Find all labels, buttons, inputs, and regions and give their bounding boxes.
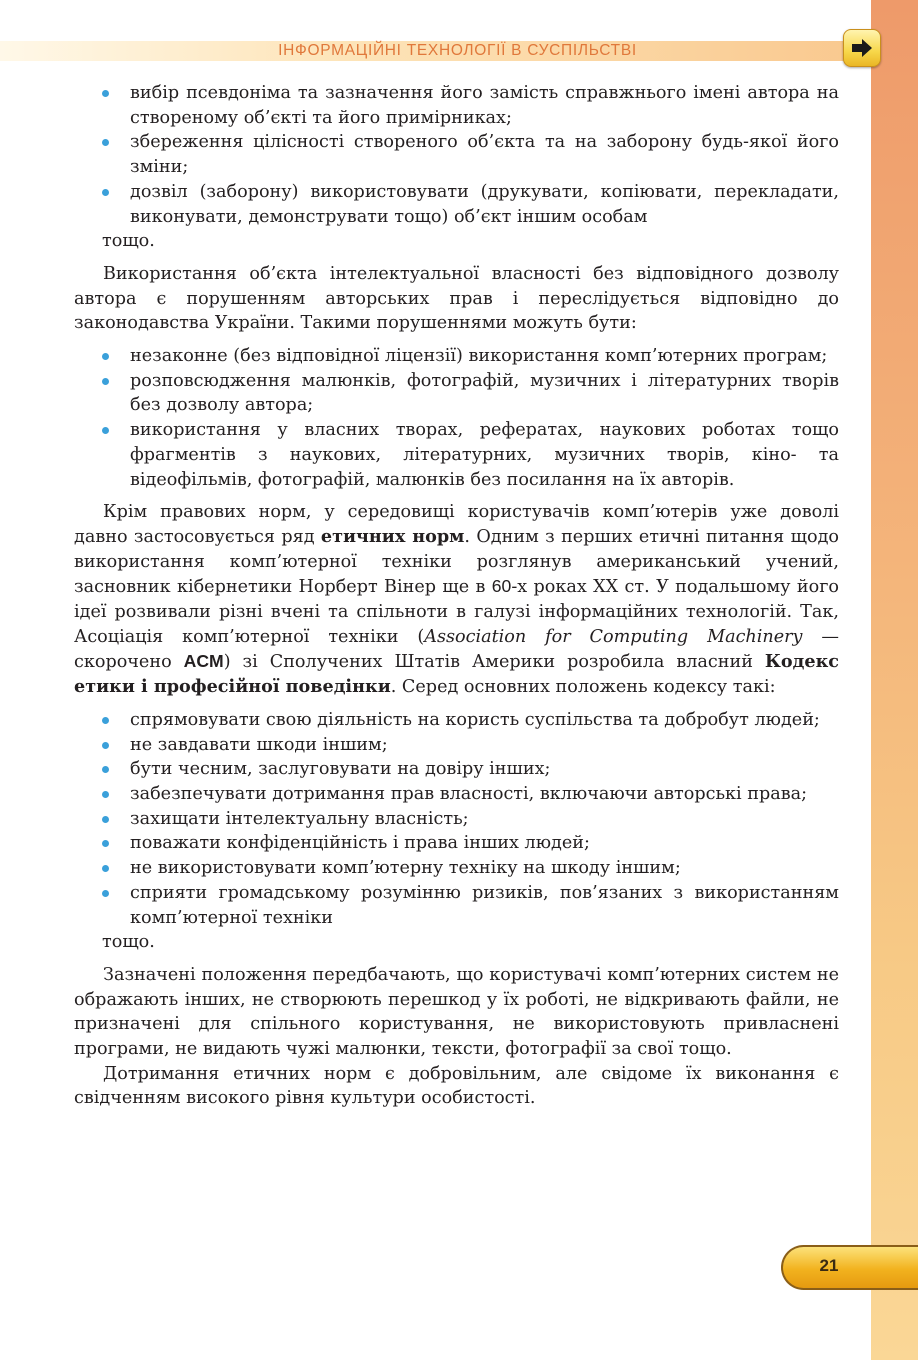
- paragraph-infringement: Використання об’єкта інтелектуальної власності без відповідного дозволу автора є порушенням авторських прав і переслідується відповідно до законодавства України. Такими порушеннями можуть бути:: [74, 263, 839, 334]
- text-run: . Серед основних положень кодексу такі:: [390, 677, 776, 698]
- paragraph-ethics: [74, 500, 839, 700]
- text-run: -х роках ХХ ст. У подальшому його ідеї розвивали різні вчені та спільноти в галузі інформаційних технологій. Так, Асоціація комп’ютерної техніки (: [74, 577, 839, 647]
- paragraph-conclusion: Дотримання етичних норм є добровільним, але свідоме їх виконання є свідченням високого рівня культури особистості.: [74, 1063, 839, 1109]
- text-run: . Одним з перших етичні питання щодо використання комп’ютерної техніки розглянув американський учений, засновник кібернетики Норберт Вінер ще в: [74, 526, 839, 598]
- list-item: використання у власних творах, рефератах, наукових роботах тощо фрагментів з наукових, літературних, музичних творів, кіно- та відеофільмів, фотографій, малюнків без посилання на їх авторів.: [130, 418, 839, 492]
- page-number-tab: [781, 1245, 918, 1290]
- text-run: — скорочено: [74, 626, 839, 673]
- page-number: 21: [819, 1256, 839, 1275]
- running-header: ІНФОРМАЦІЙНІ ТЕХНОЛОГІЇ В СУСПІЛЬСТВІ: [278, 42, 637, 59]
- arrow-right-icon: [850, 37, 874, 59]
- list-item: бути чесним, заслуговувати на довіру інших;: [130, 757, 839, 782]
- list-item: поважати конфіденційність і права інших людей;: [130, 831, 839, 856]
- list-item: сприяти громадському розумінню ризиків, пов’язаних з використанням комп’ютерної техніки: [130, 881, 839, 930]
- term-ethical-norms: етичних норм: [320, 525, 465, 547]
- list-item: не використовувати комп’ютерну техніку на шкоду іншим;: [130, 856, 839, 881]
- next-page-button[interactable]: [843, 29, 881, 67]
- list-item: забезпечувати дотримання прав власності, включаючи авторські права;: [130, 782, 839, 807]
- violations-list: [74, 344, 839, 492]
- list-tail: тощо.: [102, 932, 155, 953]
- list-item: вибір псевдоніма та зазначення його замість справжнього імені автора на створеному об’єкті та його примірниках;: [130, 81, 839, 130]
- list-item: розповсюдження малюнків, фотографій, музичних і літературних творів без дозволу автора;: [130, 369, 839, 418]
- text-run: Крім правових норм, у середовищі користувачів комп’ютерів уже доволі давно застосовується ряд: [74, 502, 839, 547]
- list-item: незаконне (без відповідної ліцензії) використання комп’ютерних програм;: [130, 344, 839, 369]
- page-side-strip: [871, 0, 918, 1360]
- list-item: дозвіл (заборону) використовувати (друкувати, копіювати, перекладати, виконувати, демонструвати тощо) об’єкт іншим особам: [130, 180, 839, 229]
- text-run: 60: [491, 576, 512, 597]
- code-provisions-list: [74, 708, 839, 930]
- list-item: не завдавати шкоди іншим;: [130, 733, 839, 758]
- term-acm-full: Association for Computing Machinery: [424, 626, 803, 647]
- text-run: ) зі Сполучених Штатів Америки розробила власний: [223, 652, 765, 673]
- list-item: спрямовувати свою діяльність на користь суспільства та добробут людей;: [130, 708, 839, 733]
- term-acm: ACM: [183, 651, 224, 672]
- list-item: збереження цілісності створеного об’єкта та на заборону будь-якої його зміни;: [130, 130, 839, 179]
- page-body: [74, 81, 839, 1111]
- list-item: захищати інтелектуальну власність;: [130, 807, 839, 832]
- term-code-of-ethics: Кодекс етики і професійної поведінки: [74, 651, 839, 698]
- list-tail: тощо.: [102, 231, 155, 252]
- author-rights-list: [74, 81, 839, 229]
- paragraph-provisions: Зазначені положення передбачають, що користувачі комп’ютерних систем не ображають інших, не створюють перешкод у їх роботі, не відкривають файли, не призначені для спільного користування, не використовують привласнені програми, не видають чужі малюнки, тексти, фотографії за свої тощо.: [74, 964, 839, 1060]
